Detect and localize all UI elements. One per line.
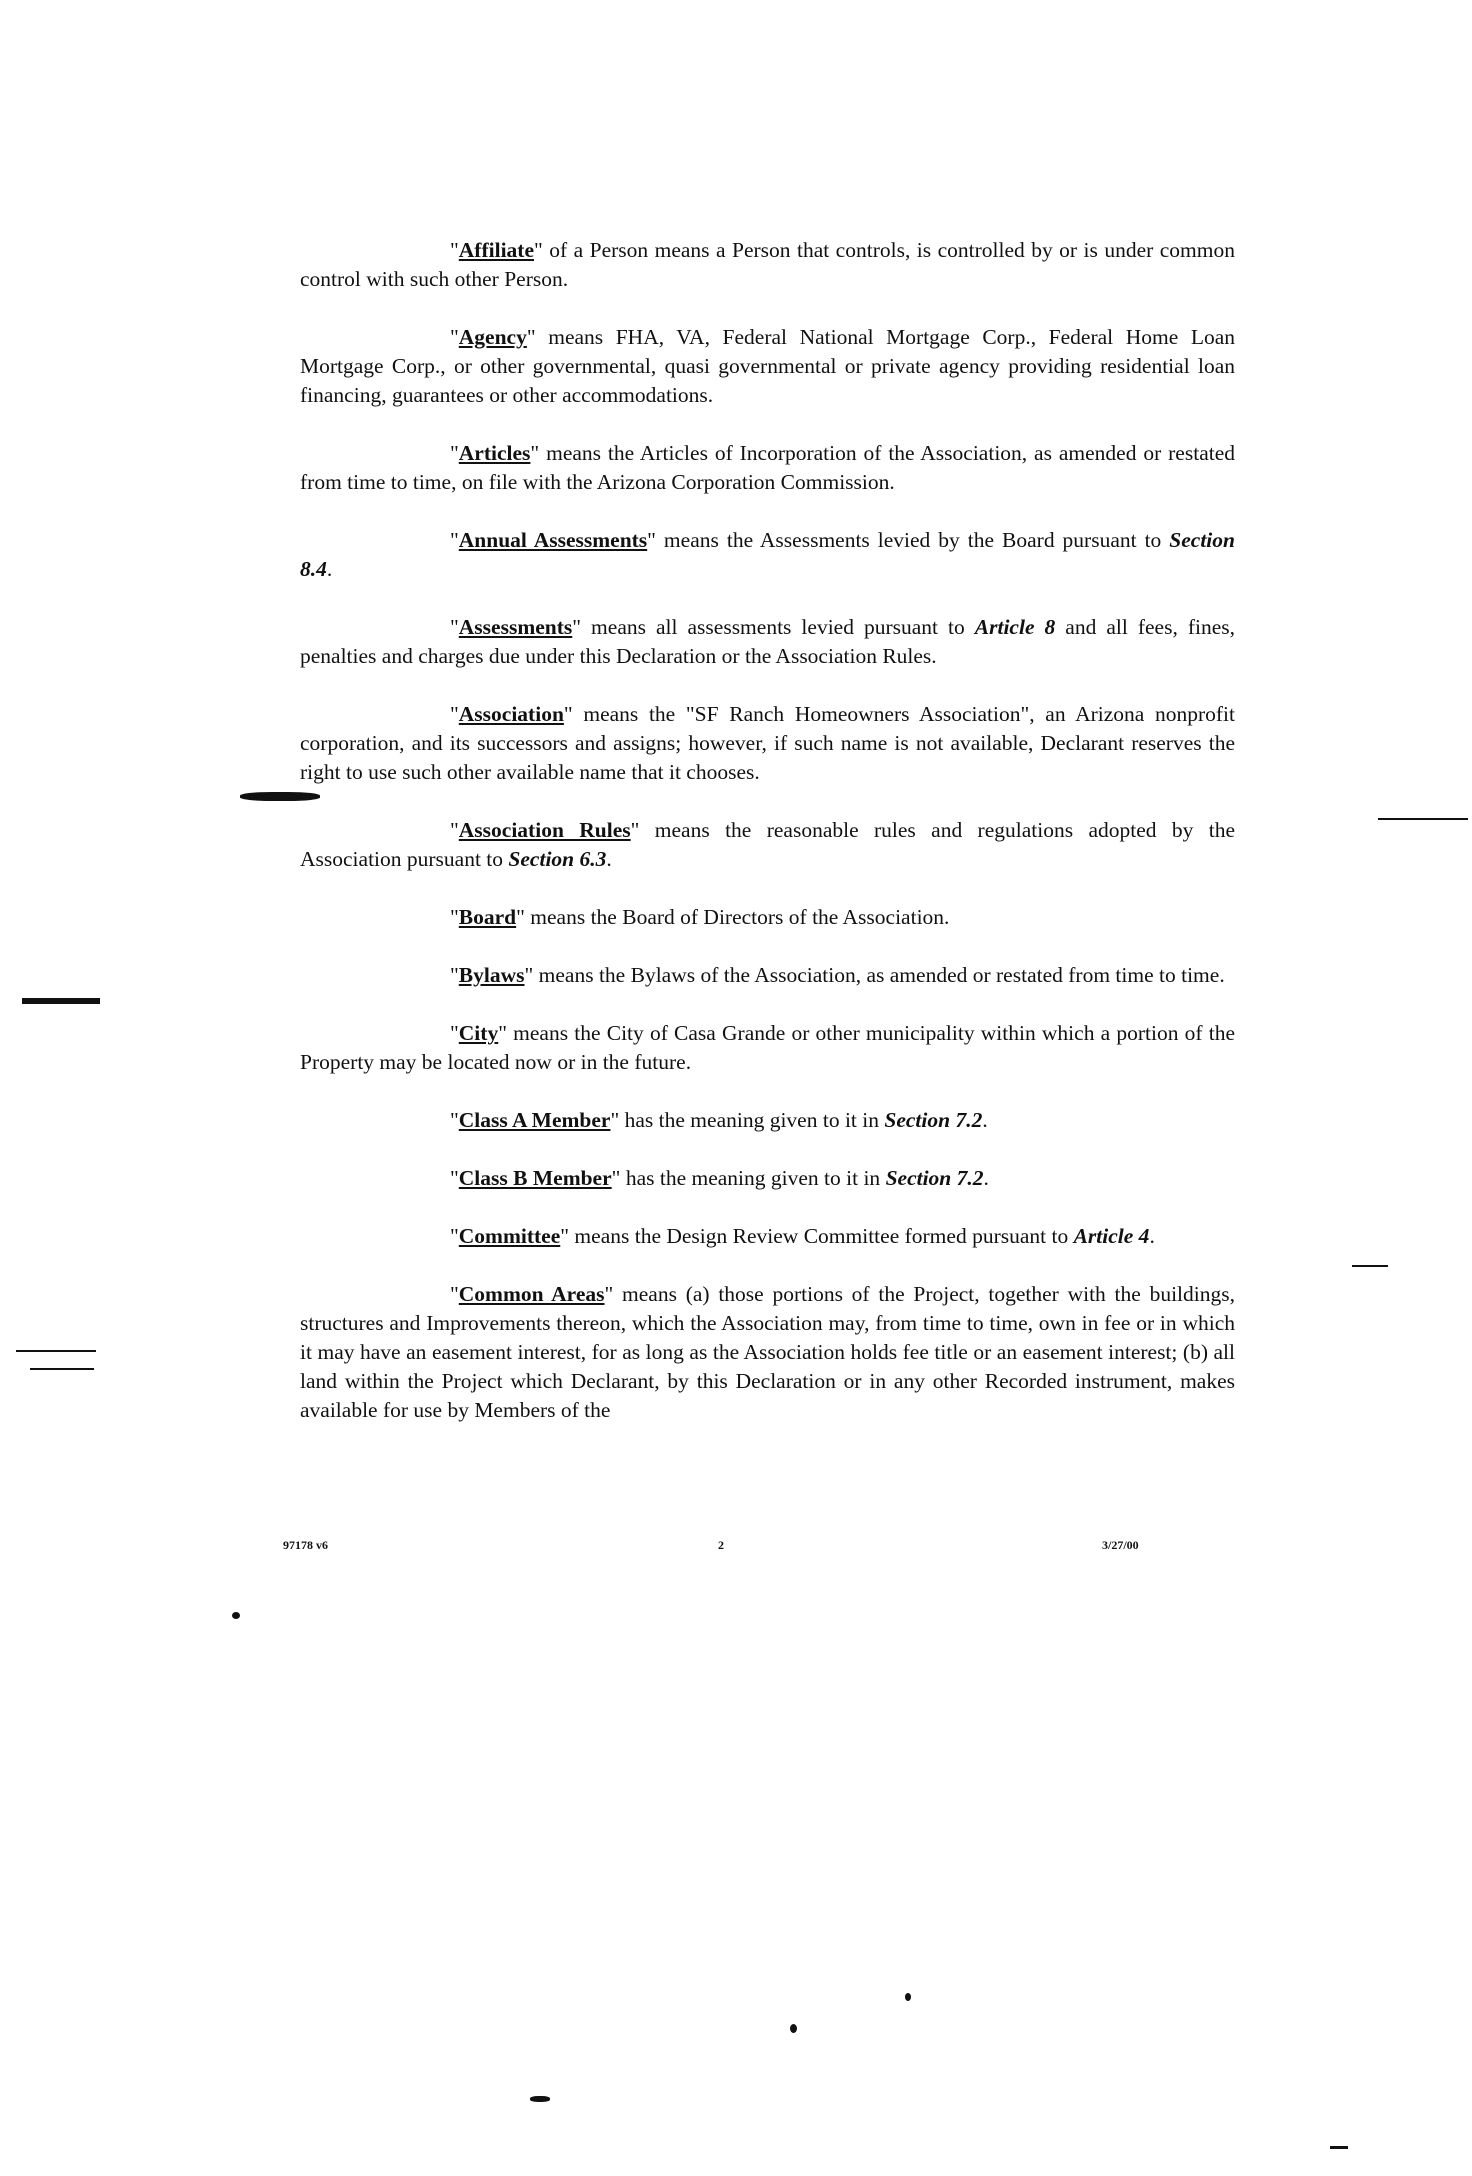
scan-mark <box>905 1993 911 2001</box>
defined-term: Agency <box>458 325 527 349</box>
scan-mark <box>1352 1265 1388 1267</box>
cross-reference: Section 7.2 <box>885 1166 984 1190</box>
definition-text: . <box>982 1108 988 1132</box>
definition-paragraph: "Assessments" means all assessments levied pursuant to Article 8 and all fees, fines, penalties and charges due under this Declaration or the Association Rules. <box>300 615 1236 668</box>
scan-mark <box>22 998 100 1004</box>
definition-text: means all assessments levied pursuant to <box>581 615 975 639</box>
definition-text: means the reasonable rules and regulations adopted by the Association pursuant to <box>300 818 1236 871</box>
definition-paragraph: "Affiliate" of a Person means a Person that controls, is controlled by or is under common control with such other Person. <box>300 238 1235 291</box>
definition-text: has the meaning given to it in <box>619 1108 885 1132</box>
page-number: 2 <box>718 1538 724 1552</box>
definition-paragraph: "Committee" means the Design Review Committee formed pursuant to Article 4. <box>450 1224 1155 1248</box>
scan-mark <box>1330 2146 1348 2149</box>
defined-term: City <box>458 1021 499 1045</box>
definition-text: means the City of Casa Grande or other municipality within which a portion of the Property may be located now or in the future. <box>300 1021 1235 1074</box>
defined-term: Committee <box>458 1224 561 1248</box>
definition-paragraph: "Common Areas" means (a) those portions of the Project, together with the buildings, structures and Improvements thereon, which the Association may, from time to time, own in fee or in which it may have an easement interest, for as long as the Association holds fee title or an easement interest; (b) all land within the Project which Declarant, by this Declaration or in any other Recorded instrument, makes available for use by Members of the <box>300 1282 1235 1422</box>
definition-paragraph: "Board" means the Board of Directors of the Association. <box>450 905 950 929</box>
definition-paragraph: "Association" means the "SF Ranch Homeowners Association", an Arizona nonprofit corporation, and its successors and assigns; however, if such name is not available, Declarant reserves the right to use such other available name that it chooses. <box>300 702 1235 784</box>
page-footer <box>0 1538 1472 1558</box>
definitions-section <box>300 236 1235 1454</box>
defined-term: Common Areas <box>458 1282 605 1306</box>
cross-reference: Article 4 <box>1073 1224 1150 1248</box>
definition-text: means the Articles of Incorporation of the Association, as amended or restated from time to time, on file with the Arizona Corporation Commission. <box>300 441 1235 494</box>
definition-text: means the Board of Directors of the Association. <box>524 905 950 929</box>
definition-text: means the Assessments levied by the Board pursuant to <box>655 528 1170 552</box>
definition-paragraph: "Bylaws" means the Bylaws of the Association, as amended or restated from time to time. <box>450 963 1225 987</box>
definition-paragraph: "Association Rules" means the reasonable rules and regulations adopted by the Association pursuant to Section 6.3. <box>300 818 1236 871</box>
scan-mark <box>790 2024 797 2033</box>
definition-paragraph: "Articles" means the Articles of Incorporation of the Association, as amended or restated from time to time, on file with the Arizona Corporation Commission. <box>300 441 1235 494</box>
scan-mark <box>16 1350 96 1352</box>
scan-mark <box>240 792 320 801</box>
scan-mark <box>30 1368 94 1370</box>
defined-term: Association Rules <box>458 818 631 842</box>
cross-reference: Section 8.4 <box>300 528 1235 581</box>
defined-term: Articles <box>458 441 531 465</box>
definition-paragraph: "Annual Assessments" means the Assessments levied by the Board pursuant to Section 8.4. <box>300 528 1235 581</box>
defined-term: Assessments <box>458 615 573 639</box>
definition-text: . <box>606 847 612 871</box>
defined-term: Annual Assessments <box>458 528 648 552</box>
defined-term: Bylaws <box>458 963 525 987</box>
defined-term: Class B Member <box>458 1166 612 1190</box>
definition-paragraph: "Agency" means FHA, VA, Federal National Mortgage Corp., Federal Home Loan Mortgage Corp., or other governmental, quasi governmental or private agency providing residential loan financing, guarantees or other accommodations. <box>300 325 1235 407</box>
defined-term: Board <box>458 905 517 929</box>
definition-text: . <box>983 1166 989 1190</box>
definition-paragraph: "Class B Member" has the meaning given to it in Section 7.2. <box>450 1166 989 1190</box>
cross-reference: Article 8 <box>974 615 1056 639</box>
definition-text: . <box>1149 1224 1155 1248</box>
definition-paragraph: "Class A Member" has the meaning given to it in Section 7.2. <box>450 1108 988 1132</box>
defined-term: Association <box>458 702 564 726</box>
cross-reference: Section 7.2 <box>884 1108 983 1132</box>
scan-mark <box>530 2096 550 2102</box>
definition-text: means the "SF Ranch Homeowners Association", an Arizona nonprofit corporation, and its successors and assigns; however, if such name is not available, Declarant reserves the right to use such other available name that it chooses. <box>300 702 1235 784</box>
scan-mark <box>232 1612 240 1619</box>
definition-text: means (a) those portions of the Project, together with the buildings, structures and Improvements thereon, which the Association may, from time to time, own in fee or in which it may have an easement interest, for as long as the Association holds fee title or an easement interest; (b) all land within the Project which Declarant, by this Declaration or in any other Recorded instrument, makes available for use by Members of the <box>300 1282 1235 1422</box>
cross-reference: Section 6.3 <box>508 847 607 871</box>
document-id: 97178 v6 <box>283 1538 328 1552</box>
defined-term: Class A Member <box>458 1108 611 1132</box>
definition-text: of a Person means a Person that controls, is controlled by or is under common control with such other Person. <box>300 238 1235 291</box>
definition-text: means FHA, VA, Federal National Mortgage Corp., Federal Home Loan Mortgage Corp., or other governmental, quasi governmental or private agency providing residential loan financing, guarantees or other accommodations. <box>300 325 1235 407</box>
definition-text: . <box>326 557 333 581</box>
definition-paragraph: "City" means the City of Casa Grande or other municipality within which a portion of the Property may be located now or in the future. <box>300 1021 1235 1074</box>
definition-text: means the Design Review Committee formed pursuant to <box>569 1224 1074 1248</box>
defined-term: Affiliate <box>458 238 534 262</box>
document-date: 3/27/00 <box>1102 1538 1139 1552</box>
definition-text: has the meaning given to it in <box>620 1166 886 1190</box>
definition-text: and all fees, fines, penalties and charges due under this Declaration or the Association Rules. <box>300 615 1236 668</box>
scan-mark <box>1378 818 1468 820</box>
definition-text: means the Bylaws of the Association, as amended or restated from time to time. <box>533 963 1225 987</box>
